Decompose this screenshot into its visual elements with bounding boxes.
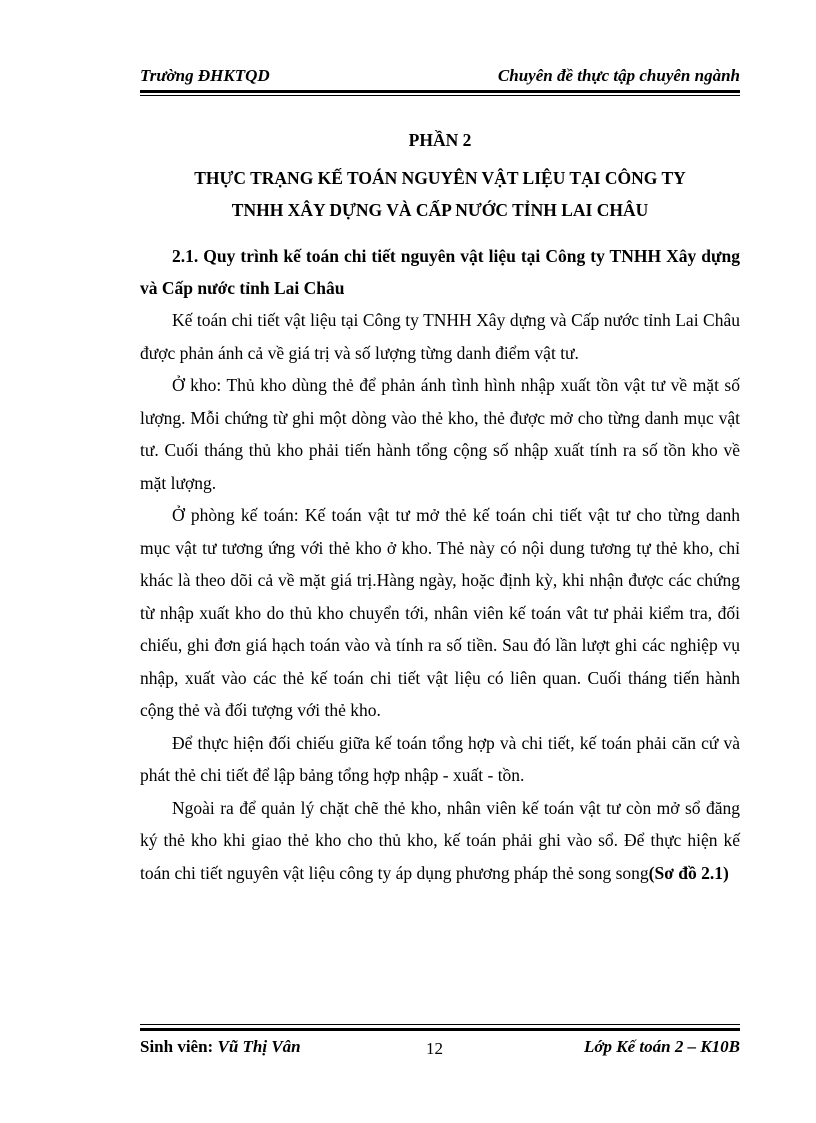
part-title-line2: TNHH XÂY DỰNG VÀ CẤP NƯỚC TỈNH LAI CHÂU [231, 200, 649, 220]
footer-student-label: Sinh viên: [140, 1037, 218, 1056]
footer-class: Lớp Kế toán 2 – K10B [584, 1037, 740, 1056]
paragraph-4: Để thực hiện đối chiếu giữa kế toán tổng hợp và chi tiết, kế toán phải căn cứ và phát thẻ chi tiết để lập bảng tổng hợp nhập - xuất - tồn. [140, 732, 740, 785]
footer-student-name: Vũ Thị Vân [217, 1037, 301, 1056]
paragraph-1: Kế toán chi tiết vật liệu tại Công ty TNHH Xây dựng và Cấp nước tỉnh Lai Châu được phản ánh cả về giá trị và số lượng từng danh điểm vật tư. [140, 310, 740, 363]
page-body [140, 128, 740, 889]
paragraph-3: Ở phòng kế toán: Kế toán vật tư mở thẻ kế toán chi tiết vật tư cho từng danh mục vật tư tương ứng với thẻ kho ở kho. Thẻ này có nội dung tương tự thẻ kho, chỉ khác là theo dõi cả về mặt giá trị.Hàng ngày, hoặc định kỳ, khi nhận được các chứng từ nhập xuất kho do thủ kho chuyển tới, nhân viên kế toán vât tư phải kiểm tra, đối chiếu, ghi đơn giá hạch toán vào và tính ra số tiền. Sau đó lần lượt ghi các nghiệp vụ nhập, xuất vào các thẻ kế toán chi tiết vật liệu có liên quan. Cuối tháng tiến hành cộng thẻ và đối tượng với thẻ kho. [140, 505, 740, 720]
page-header [140, 66, 740, 86]
paragraph-5-text: Ngoài ra để quản lý chặt chẽ thẻ kho, nhân viên kế toán vật tư còn mở sổ đăng ký thẻ kho khi giao thẻ kho cho thủ kho, kế toán phải ghi vào sổ. Để thực hiện kế toán chi tiết nguyên vật liệu công ty áp dụng phương pháp thẻ song song [140, 797, 740, 883]
paragraph-5 [140, 792, 740, 890]
footer-student [140, 1037, 301, 1057]
diagram-reference: (Sơ đồ 2.1) [648, 862, 729, 883]
footer-rule-thin [140, 1024, 740, 1025]
part-label: PHẦN 2 [408, 130, 472, 150]
part-title-line1: THỰC TRẠNG KẾ TOÁN NGUYÊN VẬT LIỆU TẠI CÔNG TY [194, 168, 686, 188]
header-report-type: Chuyên đề thực tập chuyên ngành [497, 66, 740, 85]
paragraph-2: Ở kho: Thủ kho dùng thẻ để phản ánh tình hình nhập xuất tồn vật tư về mặt số lượng. Mỗi chứng từ ghi một dòng vào thẻ kho, thẻ được mở cho từng danh mục vật tư. Cuối tháng thủ kho phải tiến hành tổng cộng số nhập xuất tính ra số tồn kho về mặt lượng. [140, 375, 740, 493]
part-title [140, 162, 740, 226]
page-number: 12 [426, 1039, 443, 1058]
footer-rule-thick [140, 1028, 740, 1031]
header-rule-thick [140, 90, 740, 93]
header-rule-thin [140, 95, 740, 96]
header-school: Trường ĐHKTQD [140, 66, 270, 85]
section-title: 2.1. Quy trình kế toán chi tiết nguyên vật liệu tại Công ty TNHH Xây dựng và Cấp nước tỉnh Lai Châu [140, 246, 740, 298]
